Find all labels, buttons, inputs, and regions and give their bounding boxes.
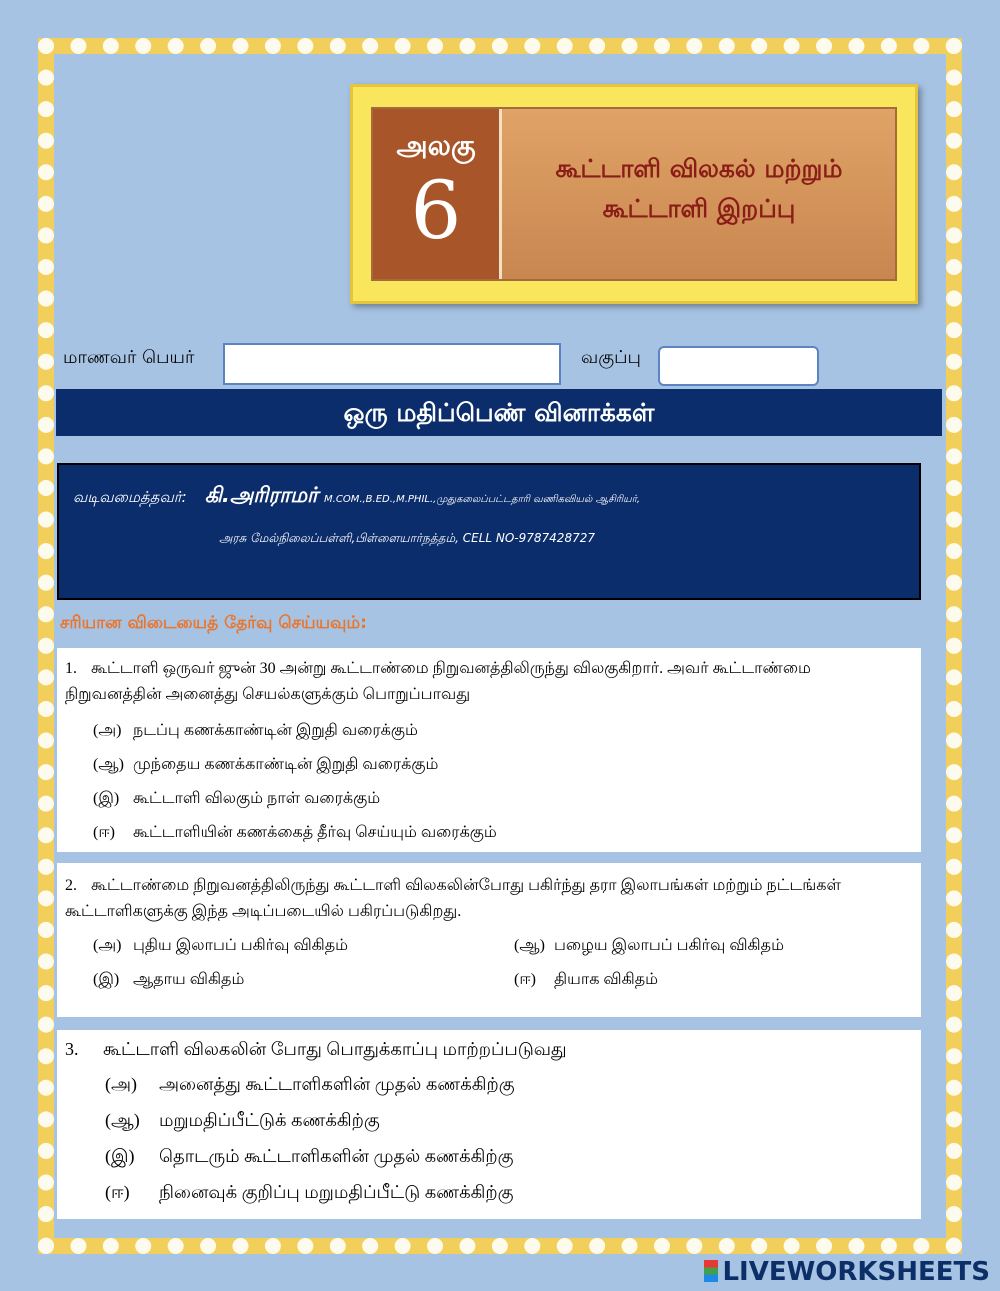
option-row — [65, 929, 907, 963]
unit-number-box — [373, 109, 502, 279]
section-title: ஒரு மதிப்பெண் வினாக்கள் — [56, 389, 942, 436]
unit-title — [513, 149, 885, 229]
option-key: (ஆ) — [514, 937, 545, 954]
option-text: அனைத்து கூட்டாளிகளின் முதல் கணக்கிற்கு — [159, 1074, 515, 1094]
question-text — [65, 656, 907, 708]
option-key: (ஆ) — [93, 756, 124, 773]
answer-option[interactable] — [65, 1138, 907, 1174]
author-label: வடிவமைத்தவர்: — [73, 488, 187, 506]
question-stem: கூட்டாளி ஒருவர் ஜுன் 30 அன்று கூட்டாண்மை நிறுவனத்திலிருந்து விலகுகிறார். அவர் கூட்டாண்மை நிறுவனத்தின் அனைத்து செயல்களுக்கும் பொறுப்பாவது — [65, 660, 811, 703]
author-qualification: M.COM.,B.ED.,M.PHIL.,முதுகலைப்பட்டதாரி வணிகவியல் ஆசிரியர், — [324, 494, 641, 505]
answer-option[interactable] — [65, 1066, 907, 1102]
option-key: (அ) — [93, 937, 122, 954]
question-stem: கூட்டாளி விலகலின் போது பொதுக்காப்பு மாற்றப்படுவது — [103, 1039, 567, 1059]
author-school-contact: அரசு மேல்நிலைப்பள்ளி,பிள்ளையார்நத்தம், CELL NO-9787428727 — [219, 531, 595, 545]
option-text: தியாக விகிதம் — [554, 971, 659, 988]
option-key: (அ) — [93, 722, 122, 739]
option-row — [65, 963, 907, 997]
option-key: (ஈ) — [105, 1182, 130, 1202]
answer-option[interactable] — [65, 714, 907, 748]
answer-option[interactable] — [65, 1102, 907, 1138]
option-key: (இ) — [93, 971, 120, 988]
question-text — [65, 873, 907, 925]
question-number: 2. — [65, 877, 77, 894]
watermark-text: LIVEWORKSHEETS — [722, 1257, 990, 1287]
answer-option[interactable] — [486, 963, 907, 997]
option-key: (அ) — [105, 1074, 137, 1094]
liveworksheets-watermark — [704, 1257, 990, 1287]
answer-option[interactable] — [65, 782, 907, 816]
unit-title-line2: கூட்டாளி இறப்பு — [602, 194, 796, 223]
option-text: புதிய இலாபப் பகிர்வு விகிதம் — [133, 937, 349, 954]
question-number: 1. — [65, 660, 77, 677]
unit-banner — [350, 84, 918, 304]
answer-option[interactable] — [65, 748, 907, 782]
option-text: முந்தைய கணக்காண்டின் இறுதி வரைக்கும் — [133, 756, 439, 773]
answer-option[interactable] — [65, 816, 907, 850]
unit-label: அலகு — [396, 129, 476, 162]
instruction-text: சரியான விடையைத் தேர்வு செய்யவும்: — [60, 613, 367, 633]
question-card-2 — [57, 863, 921, 1017]
student-name-label: மாணவர் பெயர் — [63, 347, 195, 368]
question-text — [65, 1036, 907, 1062]
option-text: கூட்டாளியின் கணக்கைத் தீர்வு செய்யும் வரைக்கும் — [133, 824, 497, 841]
option-key: (ஆ) — [105, 1110, 140, 1130]
option-text: தொடரும் கூட்டாளிகளின் முதல் கணக்கிற்கு — [159, 1146, 514, 1166]
answer-option[interactable] — [65, 1174, 907, 1210]
option-text: ஆதாய விகிதம் — [133, 971, 245, 988]
student-name-input[interactable] — [223, 343, 561, 385]
author-box — [57, 463, 921, 600]
answer-option[interactable] — [486, 929, 907, 963]
question-number: 3. — [65, 1039, 79, 1059]
option-text: மறுமதிப்பீட்டுக் கணக்கிற்கு — [159, 1110, 380, 1130]
class-input[interactable] — [658, 346, 819, 386]
option-key: (ஈ) — [93, 824, 115, 841]
question-stem: கூட்டாண்மை நிறுவனத்திலிருந்து கூட்டாளி விலகலின்போது பகிர்ந்து தரா இலாபங்கள் மற்றும் நட்டங்கள் கூட்டாளிகளுக்கு இந்த அடிப்படையில் பகிரப்படுகிறது. — [65, 877, 841, 920]
option-text: கூட்டாளி விலகும் நாள் வரைக்கும் — [133, 790, 381, 807]
liveworksheets-logo-icon — [704, 1260, 718, 1282]
unit-title-line1: கூட்டாளி விலகல் மற்றும் — [555, 154, 843, 183]
option-key: (ஈ) — [514, 971, 536, 988]
author-name: கி.அரிராமர் — [204, 483, 319, 507]
question-card-1 — [57, 648, 921, 852]
option-key: (இ) — [93, 790, 120, 807]
answer-option[interactable] — [65, 929, 486, 963]
option-text: நடப்பு கணக்காண்டின் இறுதி வரைக்கும் — [133, 722, 418, 739]
unit-number: 6 — [410, 164, 462, 257]
option-key: (இ) — [105, 1146, 135, 1166]
answer-option[interactable] — [65, 963, 486, 997]
option-text: நினைவுக் குறிப்பு மறுமதிப்பீட்டு கணக்கிற்கு — [159, 1182, 514, 1202]
author-line — [73, 483, 640, 510]
unit-banner-inner — [371, 107, 897, 281]
class-label: வகுப்பு — [581, 347, 641, 368]
question-card-3 — [57, 1030, 921, 1219]
option-text: பழைய இலாபப் பகிர்வு விகிதம் — [554, 937, 784, 954]
